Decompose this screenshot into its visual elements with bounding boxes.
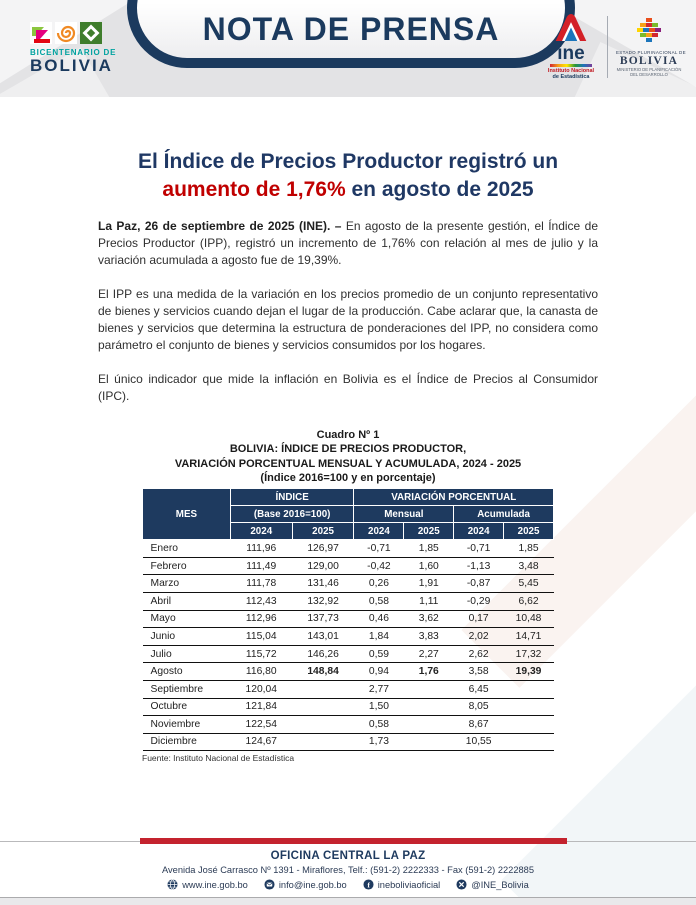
month-cell: Junio [143, 628, 231, 646]
value-cell: 8,05 [454, 698, 504, 716]
table-row [143, 733, 554, 751]
ine-wordmark: ine [557, 43, 585, 64]
wiphala-stripe [550, 64, 592, 67]
value-cell [292, 698, 354, 716]
value-cell [404, 680, 454, 698]
paragraph-note: El único indicador que mide la inflación en Bolivia es el Índice de Precios al Consumidor (IPC). [98, 371, 598, 403]
footer-red-bar [140, 838, 567, 844]
table-row [143, 575, 554, 593]
bicentenario-icons [30, 22, 116, 44]
value-cell: 3,83 [404, 628, 454, 646]
email-label: info@ine.gob.bo [278, 879, 347, 890]
table-wrapper [142, 488, 554, 763]
bicentenario-logo [30, 22, 116, 74]
table-source: Fuente: Instituto Nacional de Estadística [142, 753, 295, 764]
ine-logo [543, 14, 599, 80]
table-row [143, 557, 554, 575]
value-cell: 3,48 [504, 557, 554, 575]
value-cell: 3,58 [454, 663, 504, 681]
month-cell: Diciembre [143, 733, 231, 751]
facebook-label: ineboliviaoficial [377, 879, 441, 890]
value-cell: 0,59 [354, 645, 404, 663]
value-cell: 0,58 [354, 592, 404, 610]
header-acumulada: Acumulada [454, 506, 554, 523]
facebook-link[interactable] [363, 879, 441, 890]
value-cell: 112,43 [230, 592, 292, 610]
value-cell: 3,62 [404, 610, 454, 628]
header-year: 2024 [454, 523, 504, 540]
value-cell: 17,32 [504, 645, 554, 663]
value-cell: 121,84 [230, 698, 292, 716]
table-caption-unit: (Índice 2016=100 y en porcentaje) [260, 471, 436, 484]
contact-links [0, 879, 696, 890]
value-cell: 132,92 [292, 592, 354, 610]
bicentenario-country: BOLIVIA [30, 56, 113, 75]
table-caption-title: BOLIVIA: ÍNDICE DE PRECIOS PRODUCTOR, [229, 443, 467, 456]
table-row [143, 540, 554, 558]
ipp-table [142, 488, 554, 751]
table-row [143, 610, 554, 628]
header-year: 2024 [354, 523, 404, 540]
value-cell [292, 716, 354, 734]
header-mes: MES [143, 489, 231, 540]
value-cell: 1,73 [354, 733, 404, 751]
value-cell: 131,46 [292, 575, 354, 593]
article [0, 148, 696, 763]
bolivia-emblem-icon [636, 17, 662, 43]
title-highlight: aumento de 1,76% [162, 178, 346, 202]
page-title [98, 148, 598, 205]
value-cell: 10,55 [454, 733, 504, 751]
press-banner [127, 0, 575, 68]
value-cell: -0,42 [354, 557, 404, 575]
value-cell: -0,29 [454, 592, 504, 610]
value-cell: 1,85 [504, 540, 554, 558]
footer [0, 838, 696, 905]
table-row [143, 645, 554, 663]
gov-ministry-label: MINISTERIO DE PLANIFICACIÓN DEL DESARROLLO [616, 67, 682, 78]
value-cell: 0,26 [354, 575, 404, 593]
gov-country: BOLIVIA [619, 54, 679, 67]
value-cell: 1,84 [354, 628, 404, 646]
value-cell: 0,58 [354, 716, 404, 734]
ine-subtitle-1: Instituto Nacional [547, 67, 595, 74]
value-cell: 124,67 [230, 733, 292, 751]
value-cell [504, 698, 554, 716]
value-cell: 1,76 [404, 663, 454, 681]
value-cell: 1,50 [354, 698, 404, 716]
value-cell: 1,85 [404, 540, 454, 558]
table-row [143, 663, 554, 681]
table-row [143, 698, 554, 716]
value-cell: 120,04 [230, 680, 292, 698]
month-cell: Enero [143, 540, 231, 558]
header-year: 2025 [504, 523, 554, 540]
value-cell: 2,27 [404, 645, 454, 663]
value-cell: 126,97 [292, 540, 354, 558]
month-cell: Mayo [143, 610, 231, 628]
month-cell: Noviembre [143, 716, 231, 734]
value-cell: 115,04 [230, 628, 292, 646]
paragraph-lead [98, 218, 598, 269]
value-cell: 148,84 [292, 663, 354, 681]
value-cell: -0,71 [354, 540, 404, 558]
value-cell: 2,02 [454, 628, 504, 646]
header-variacion: VARIACIÓN PORCENTUAL [354, 489, 554, 506]
value-cell: 6,62 [504, 592, 554, 610]
diamond-icon [80, 22, 102, 44]
value-cell: 143,01 [292, 628, 354, 646]
value-cell: 111,78 [230, 575, 292, 593]
title-line1: El Índice de Precios Productor registró un [137, 150, 559, 173]
svg-text:f: f [367, 880, 370, 890]
ine-subtitle-2: de Estadística [552, 73, 590, 80]
value-cell: 122,54 [230, 716, 292, 734]
header-year: 2025 [404, 523, 454, 540]
value-cell [404, 716, 454, 734]
office-address: Avenida José Carrasco Nº 1391 - Miraflores, Telf.: (591-2) 2222333 - Fax (591-2) 2222885 [161, 865, 535, 875]
table-caption [98, 428, 598, 485]
table-row [143, 592, 554, 610]
month-cell: Febrero [143, 557, 231, 575]
gov-top-label: ESTADO PLURINACIONAL DE [616, 49, 686, 55]
masthead [0, 0, 696, 97]
value-cell: 8,67 [454, 716, 504, 734]
title-line2-rest: en agosto de 2025 [345, 178, 534, 202]
value-cell: 6,45 [454, 680, 504, 698]
value-cell: -1,13 [454, 557, 504, 575]
month-cell: Marzo [143, 575, 231, 593]
header-base: (Base 2016=100) [230, 506, 354, 523]
table-caption-subtitle: VARIACIÓN PORCENTUAL MENSUAL Y ACUMULADA, 2024 - 2025 [174, 457, 522, 470]
header-indice: ÍNDICE [230, 489, 354, 506]
institution-logos [543, 14, 686, 80]
table-caption-number: Cuadro Nº 1 [316, 428, 380, 441]
value-cell: 112,96 [230, 610, 292, 628]
value-cell: -0,71 [454, 540, 504, 558]
table-body [143, 540, 554, 751]
value-cell: 0,94 [354, 663, 404, 681]
value-cell: 10,48 [504, 610, 554, 628]
paragraph-definition: El IPP es una medida de la variación en los precios promedio de un conjunto representativo de bienes y servicios cuando dejan el lugar de la producción. Cabe aclarar que, la canasta de bienes y servicios que determina la estructura de ponderaciones del IPP, no considera como parámetro el conjunto de bienes y servicios consumidos por los hogares. [98, 286, 598, 352]
value-cell: -0,87 [454, 575, 504, 593]
month-cell: Octubre [143, 698, 231, 716]
header-year: 2024 [230, 523, 292, 540]
banner-title: NOTA DE PRENSA [202, 11, 500, 47]
email-icon [264, 879, 275, 890]
table-row [143, 628, 554, 646]
value-cell: 1,60 [404, 557, 454, 575]
bicentenario-stripe-icon [30, 22, 52, 44]
value-cell: 14,71 [504, 628, 554, 646]
x-label: @INE_Bolivia [471, 879, 529, 890]
value-cell [404, 698, 454, 716]
x-icon [456, 879, 467, 890]
value-cell: 146,26 [292, 645, 354, 663]
value-cell: 111,49 [230, 557, 292, 575]
email-link[interactable] [264, 879, 347, 890]
value-cell: 0,17 [454, 610, 504, 628]
month-cell: Abril [143, 592, 231, 610]
x-link[interactable] [456, 879, 529, 890]
value-cell [504, 716, 554, 734]
spiral-icon [55, 22, 77, 44]
value-cell [504, 680, 554, 698]
value-cell: 111,96 [230, 540, 292, 558]
header-year: 2025 [292, 523, 354, 540]
value-cell: 2,62 [454, 645, 504, 663]
value-cell: 5,45 [504, 575, 554, 593]
table-header [143, 489, 554, 540]
ine-mountain-icon [555, 14, 587, 41]
table-row [143, 680, 554, 698]
value-cell: 0,46 [354, 610, 404, 628]
website-link[interactable] [167, 879, 248, 890]
value-cell: 2,77 [354, 680, 404, 698]
logo-divider [607, 16, 608, 78]
value-cell [292, 680, 354, 698]
bolivia-gov-logo [616, 17, 686, 78]
table-row [143, 716, 554, 734]
value-cell [504, 733, 554, 751]
value-cell: 129,00 [292, 557, 354, 575]
globe-icon [167, 879, 178, 890]
month-cell: Julio [143, 645, 231, 663]
value-cell: 116,80 [230, 663, 292, 681]
header-mensual: Mensual [354, 506, 454, 523]
month-cell: Septiembre [143, 680, 231, 698]
value-cell: 1,91 [404, 575, 454, 593]
value-cell: 137,73 [292, 610, 354, 628]
value-cell [292, 733, 354, 751]
month-cell: Agosto [143, 663, 231, 681]
value-cell [404, 733, 454, 751]
value-cell: 1,11 [404, 592, 454, 610]
office-title: OFICINA CENTRAL LA PAZ [270, 850, 426, 862]
website-label: www.ine.gob.bo [182, 879, 248, 890]
value-cell: 115,72 [230, 645, 292, 663]
facebook-icon [363, 879, 374, 890]
page-bottom-strip [0, 897, 696, 905]
bicentenario-label: BICENTENARIO DE [30, 48, 117, 57]
value-cell: 19,39 [504, 663, 554, 681]
dateline: La Paz, 26 de septiembre de 2025 (INE). – [98, 218, 342, 233]
paragraph-lead-text: En agosto de la presente gestión, el Índice de Precios Productor (IPP), registró un incremento de 1,76% con relación al mes de julio y la variación acumulada a agosto fue de 19,39%. [98, 218, 598, 267]
